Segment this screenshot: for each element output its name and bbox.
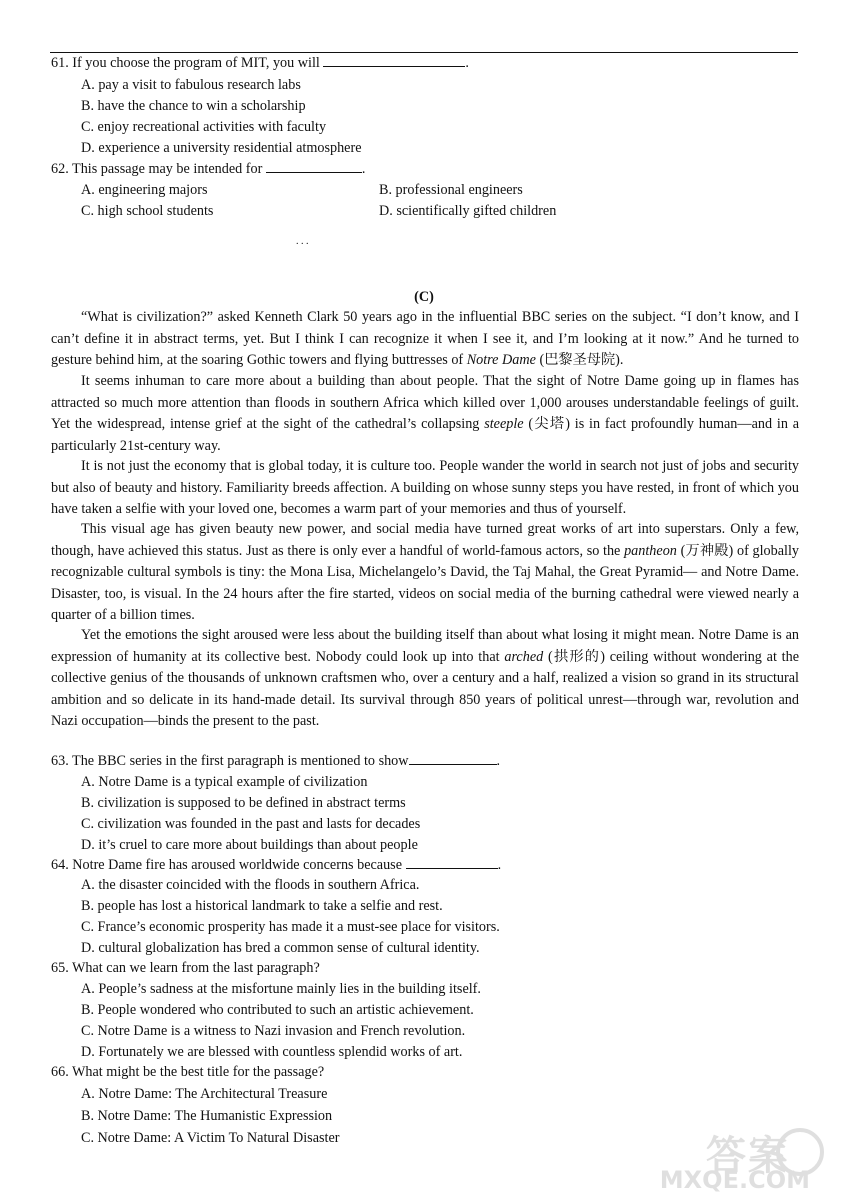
q61-option-b[interactable]: B. have the chance to win a scholarship	[81, 98, 306, 114]
q65-option-a[interactable]: A. People’s sadness at the misfortune mainly lies in the building itself.	[81, 981, 481, 997]
p1-text-a: “What is civilization?” asked Kenneth Clark 50 years ago in the influential BBC series on the subject. “I don’t know, and I can’t define it in abstract terms, yet. But I think I can recognize it when I see it, and I’m looking at it now.” And he turned to gesture behind him, at the soaring Gothic towers and flying buttresses of	[51, 309, 799, 369]
passage-paragraph-1	[51, 307, 799, 372]
question-64	[51, 856, 501, 874]
question-64-end: .	[497, 857, 502, 873]
p4-text-a: This visual age has given beauty new power, and social media have turned great works of art into superstars. Only a few, though, have achieved this status. Just as there is only ever a handful of world-famous actors, so the	[51, 521, 799, 559]
question-62	[51, 160, 365, 178]
passage-paragraph-5	[51, 625, 799, 733]
top-rule	[50, 52, 798, 53]
question-63-stem: 63. The BBC series in the first paragraph is mentioned to show	[51, 753, 409, 769]
question-65: 65. What can we learn from the last paragraph?	[51, 960, 320, 976]
p2-text-b: (尖塔) is in fact profoundly human—and in a particularly 21st-century way.	[51, 416, 800, 454]
q66-option-a[interactable]: A. Notre Dame: The Architectural Treasure	[81, 1086, 328, 1102]
p4-text-b: (万神殿) of globally recognizable cultural symbols is tiny: the Mona Lisa, Michelangelo’s David, the Taj Mahal, the Great Pyramid— and Notre Dame. Disaster, too, is visual. In the 24 hours after the fire started, videos on social media of the burning cathedral were viewed nearly a quarter of a billion times.	[51, 542, 800, 624]
answer-blank[interactable]	[323, 54, 465, 67]
q66-option-b[interactable]: B. Notre Dame: The Humanistic Expression	[81, 1108, 333, 1124]
question-61	[51, 54, 469, 72]
passage-paragraph-2	[51, 371, 799, 457]
question-63-end: .	[496, 753, 501, 769]
question-64-stem: 64. Notre Dame fire has aroused worldwide concerns because	[51, 857, 403, 873]
p4-term: pantheon	[624, 542, 677, 559]
q61-option-a[interactable]: A. pay a visit to fabulous research labs	[81, 77, 301, 93]
question-62-end: .	[361, 161, 366, 177]
q63-option-c[interactable]: C. civilization was founded in the past and lasts for decades	[81, 816, 421, 832]
watermark-en: MXQE.COM	[659, 1166, 810, 1194]
q65-option-b[interactable]: B. People wondered who contributed to such an artistic achievement.	[81, 1002, 474, 1018]
section-label: (C)	[414, 289, 434, 305]
passage-paragraph-4	[51, 519, 799, 627]
answer-blank[interactable]	[409, 752, 497, 765]
q66-option-c[interactable]: C. Notre Dame: A Victim To Natural Disaster	[81, 1130, 340, 1146]
q64-option-c[interactable]: C. France’s economic prosperity has made it a must-see place for visitors.	[81, 919, 500, 935]
q61-option-d[interactable]: D. experience a university residential atmosphere	[81, 140, 362, 156]
question-66: 66. What might be the best title for the passage?	[51, 1064, 325, 1080]
question-61-end: .	[465, 55, 469, 71]
answer-blank[interactable]	[406, 856, 498, 869]
answer-blank[interactable]	[266, 160, 362, 173]
q63-option-b[interactable]: B. civilization is supposed to be defined in abstract terms	[81, 795, 406, 811]
question-62-stem: 62. This passage may be intended for	[51, 161, 263, 177]
stray-dots: . . .	[296, 236, 309, 247]
q62-option-a[interactable]: A. engineering majors	[81, 182, 208, 198]
question-63	[51, 752, 500, 770]
p5-term: arched	[504, 648, 544, 665]
p1-term: Notre Dame	[466, 352, 536, 369]
q64-option-d[interactable]: D. cultural globalization has bred a common sense of cultural identity.	[81, 940, 480, 956]
q62-option-b[interactable]: B. professional engineers	[379, 182, 523, 198]
watermark-logo	[630, 1124, 830, 1194]
q64-option-b[interactable]: B. people has lost a historical landmark to take a selfie and rest.	[81, 898, 443, 914]
q64-option-a[interactable]: A. the disaster coincided with the floods in southern Africa.	[81, 877, 420, 893]
passage-paragraph-3: It is not just the economy that is global today, it is culture too. People wander the world in search not just of jobs and security but also of beauty and history. Familiarity breeds affection. A building on whose sunny steps you have rested, in front of which you have taken a selfie with your loved one, becomes a warm part of your memories and thus of yourself.	[51, 458, 799, 518]
p5-text-a: Yet the emotions the sight aroused were less about the building itself than about what losing it might mean. Notre Dame is an expression of humanity at its collective best. Nobody could look up into that	[51, 627, 799, 665]
q63-option-a[interactable]: A. Notre Dame is a typical example of civilization	[81, 774, 368, 790]
question-61-stem: 61. If you choose the program of MIT, you will	[51, 55, 320, 71]
q65-option-d[interactable]: D. Fortunately we are blessed with countless splendid works of art.	[81, 1044, 463, 1060]
watermark-cn: 答案	[706, 1133, 790, 1179]
p5-text-b: (拱形的) ceiling without wondering at the collective genius of the thousands of unknown craftsmen who, over a century and a half, realized a vision so grand in its structural ambition and so delicate in its hand-made detail. Its survival through 850 years of political unrest—through war, revolution and Nazi occupation—binds the present to the past.	[51, 648, 799, 730]
p2-term: steeple	[484, 416, 524, 433]
q61-option-c[interactable]: C. enjoy recreational activities with faculty	[81, 119, 327, 135]
q62-option-d[interactable]: D. scientifically gifted children	[379, 203, 557, 219]
q62-option-c[interactable]: C. high school students	[81, 203, 214, 219]
p2-text-a: It seems inhuman to care more about a building than about people. That the sight of Notre Dame going up in flames has attracted so much more attention than floods in southern Africa which killed over 1,000 arouses understandable feelings of guilt. Yet the widespread, intense grief at the sight of the cathedral’s collapsing	[51, 373, 799, 433]
q63-option-d[interactable]: D. it’s cruel to care more about buildings than about people	[81, 837, 418, 853]
q65-option-c[interactable]: C. Notre Dame is a witness to Nazi invasion and French revolution.	[81, 1023, 466, 1039]
p1-text-b: (巴黎圣母院).	[535, 352, 624, 369]
